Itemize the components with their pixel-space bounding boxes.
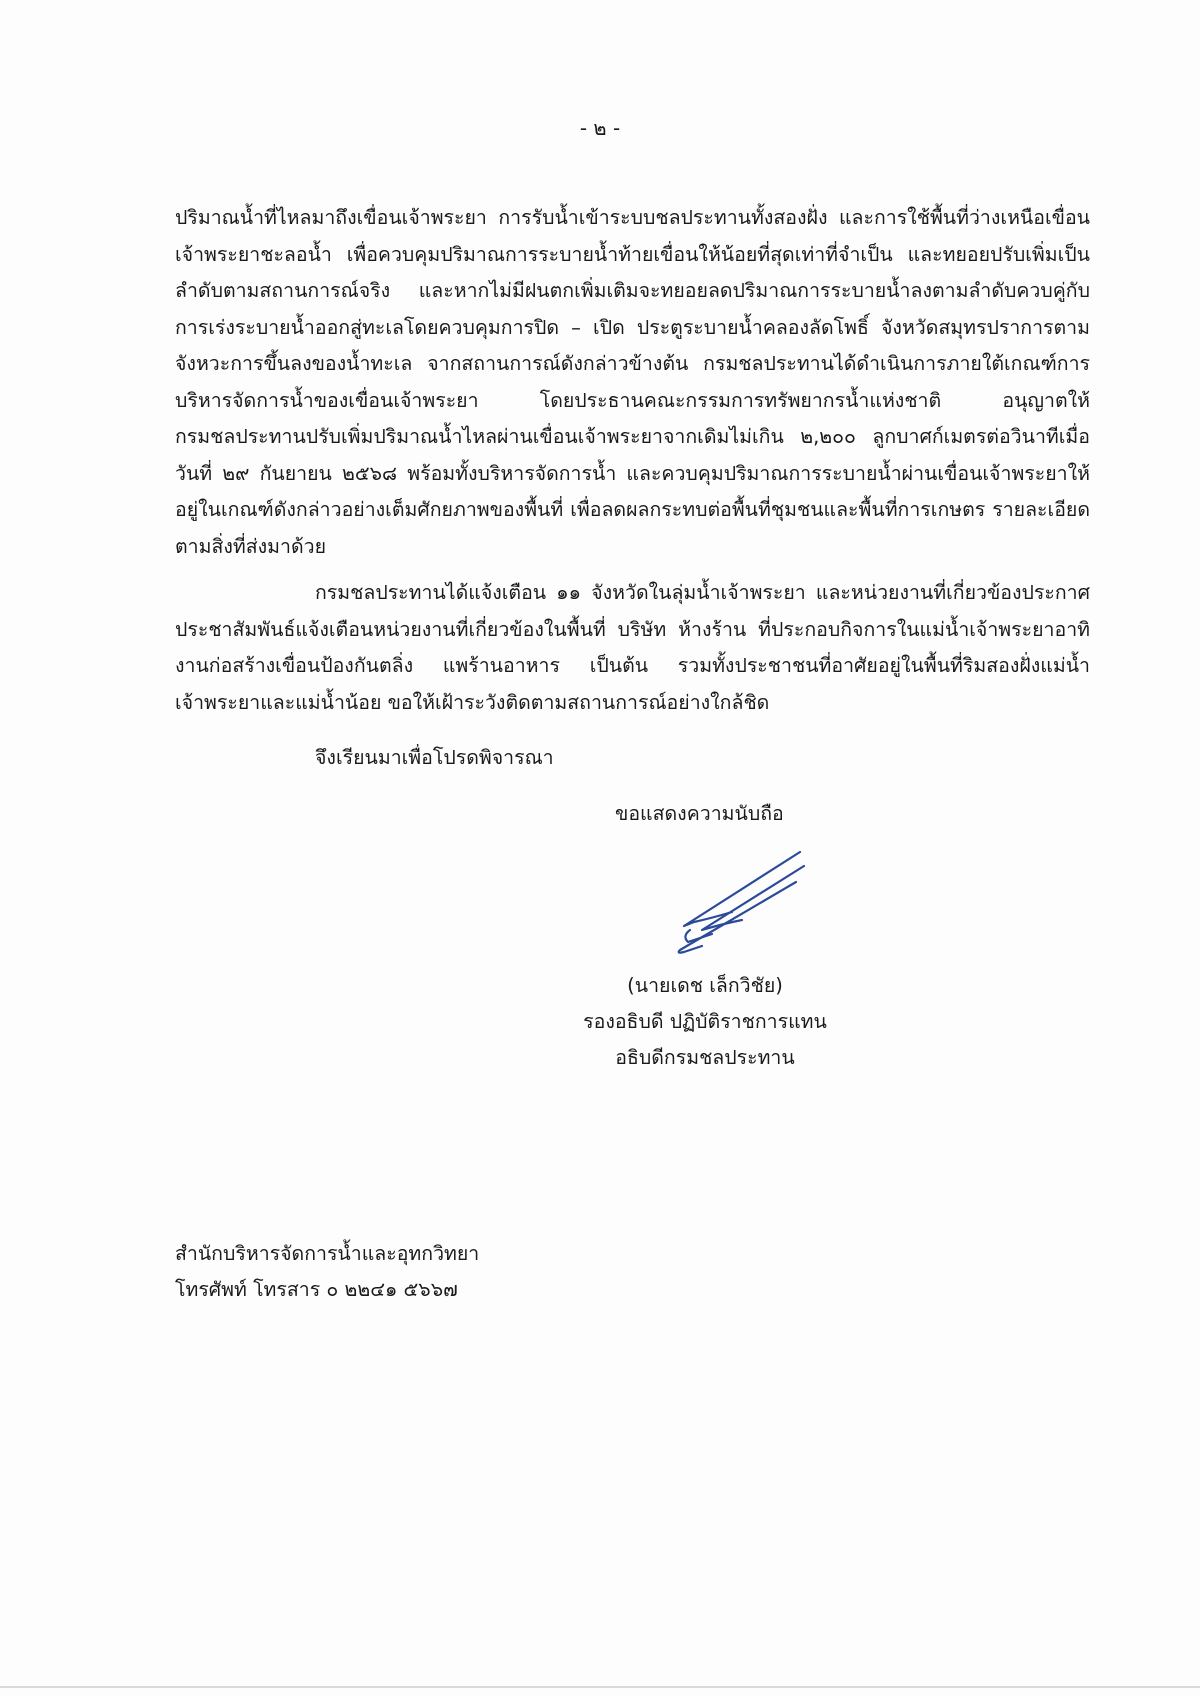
signer-position-acting-for: อธิบดีกรมชลประทาน xyxy=(615,1046,795,1069)
page-number: - ๒ - xyxy=(579,116,621,140)
signer-position: รองอธิบดี ปฏิบัติราชการแทน xyxy=(583,1010,827,1033)
letter-body xyxy=(175,200,1090,721)
signer-block xyxy=(575,968,835,1076)
handwritten-signature xyxy=(672,848,822,958)
closing-request: จึงเรียนมาเพื่อโปรดพิจารณา xyxy=(315,746,554,769)
body-paragraph-2: กรมชลประทานได้แจ้งเตือน ๑๑ จังหวัดในลุ่มน้ำเจ้าพระยา และหน่วยงานที่เกี่ยวข้องประกาศประชาสัมพันธ์แจ้งเตือนหน่วยงานที่เกี่ยวข้องในพื้นที่ บริษัท ห้างร้าน ที่ประกอบกิจการในแม่น้ำเจ้าพระยาอาทิ งานก่อสร้างเขื่อนป้องกันตลิ่ง แพร้านอาหาร เป็นต้น รวมทั้งประชาชนที่อาศัยอยู่ในพื้นที่ริมสองฝั่งแม่น้ำเจ้าพระยาและแม่น้ำน้อย ขอให้เฝ้าระวังติดตามสถานการณ์อย่างใกล้ชิด xyxy=(175,581,1090,714)
office-contact xyxy=(175,1236,479,1308)
signer-name: (นายเดช เล็กวิชัย) xyxy=(627,974,783,997)
office-name: สำนักบริหารจัดการน้ำและอุทกวิทยา xyxy=(175,1242,480,1265)
complimentary-close: ขอแสดงความนับถือ xyxy=(615,802,784,825)
page-bottom-edge xyxy=(0,1686,1200,1688)
office-phone: โทรศัพท์ โทรสาร ๐ ๒๒๔๑ ๕๖๖๗ xyxy=(175,1278,458,1301)
body-paragraph-1: ปริมาณน้ำที่ไหลมาถึงเขื่อนเจ้าพระยา การรับน้ำเข้าระบบชลประทานทั้งสองฝั่ง และการใช้พื้นที่ว่างเหนือเขื่อนเจ้าพระยาชะลอน้ำ เพื่อควบคุมปริมาณการระบายน้ำท้ายเขื่อนให้น้อยที่สุดเท่าที่จำเป็น และทยอยปรับเพิ่มเป็นลำดับตามสถานการณ์จริง และหากไม่มีฝนตกเพิ่มเติมจะทยอยลดปริมาณการระบายน้ำลงตามลำดับควบคู่กับการเร่งระบายน้ำออกสู่ทะเลโดยควบคุมการปิด – เปิด ประตูระบายน้ำคลองลัดโพธิ์ จังหวัดสมุทรปราการตามจังหวะการขึ้นลงของน้ำทะเล จากสถานการณ์ดังกล่าวข้างต้น กรมชลประทานได้ดำเนินการภายใต้เกณฑ์การบริหารจัดการน้ำของเขื่อนเจ้าพระยา โดยประธานคณะกรรมการทรัพยากรน้ำแห่งชาติ อนุญาตให้กรมชลประทานปรับเพิ่มปริมาณน้ำไหลผ่านเขื่อนเจ้าพระยาจากเดิมไม่เกิน ๒,๒๐๐ ลูกบาศก์เมตรต่อวินาทีเมื่อวันที่ ๒๙ กันยายน ๒๕๖๘ พร้อมทั้งบริหารจัดการน้ำ และควบคุมปริมาณการระบายน้ำผ่านเขื่อนเจ้าพระยาให้อยู่ในเกณฑ์ดังกล่าวอย่างเต็มศักยภาพของพื้นที่ เพื่อลดผลกระทบต่อพื้นที่ชุมชนและพื้นที่การเกษตร รายละเอียดตามสิ่งที่ส่งมาด้วย xyxy=(175,206,1090,558)
